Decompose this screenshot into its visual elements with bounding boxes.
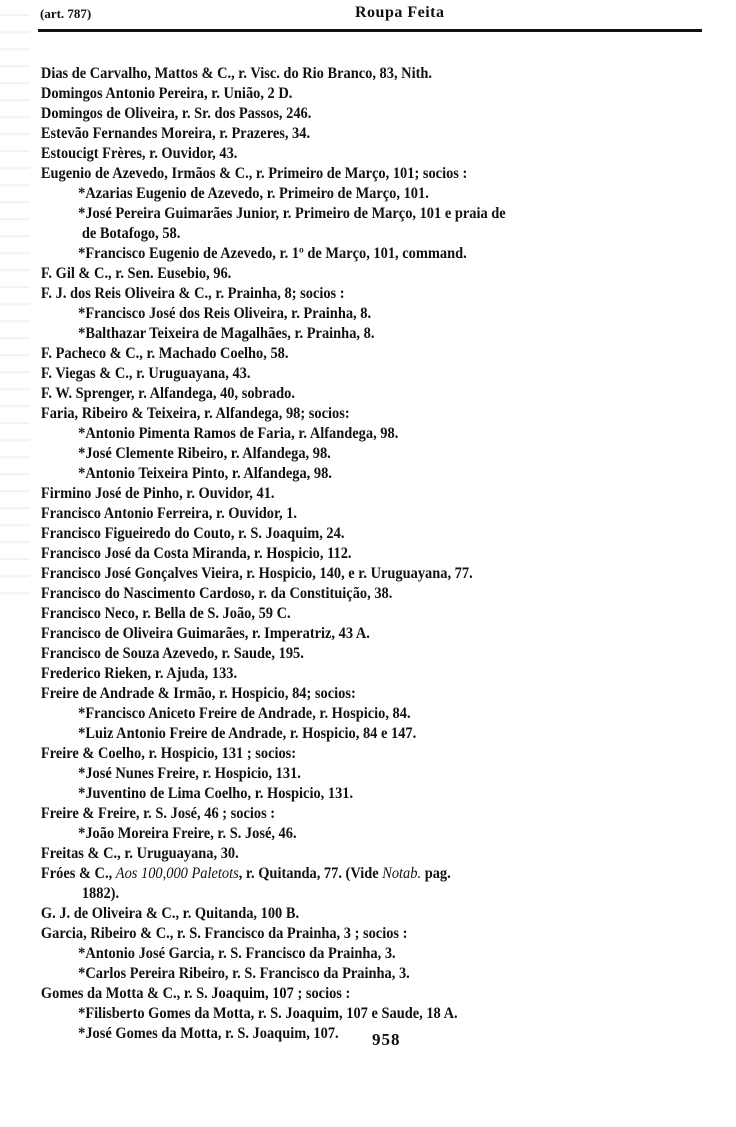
partner-entry: *Antonio Teixeira Pinto, r. Alfandega, 98.: [78, 465, 332, 482]
article-reference: (art. 787): [40, 6, 92, 21]
directory-entry: [0, 864, 684, 884]
header-rule: [38, 29, 702, 32]
partner-entry: *Azarias Eugenio de Azevedo, r. Primeiro de Março, 101.: [78, 185, 429, 202]
directory-entry: Estoucigt Frères, r. Ouvidor, 43.: [40, 145, 238, 162]
partner-entry: *Francisco Aniceto Freire de Andrade, r. Hospicio, 84.: [78, 705, 411, 722]
partner-entry: *João Moreira Freire, r. S. José, 46.: [78, 825, 297, 842]
partner-entry: *Luiz Antonio Freire de Andrade, r. Hospicio, 84 e 147.: [78, 725, 417, 742]
directory-entry: F. J. dos Reis Oliveira & C., r. Prainha, 8; socios :: [40, 285, 345, 302]
partner-entry: *José Nunes Freire, r. Hospicio, 131.: [78, 765, 301, 782]
partner-entry: *Filisberto Gomes da Motta, r. S. Joaquim, 107 e Saude, 18 A.: [78, 1005, 458, 1022]
directory-entry: F. W. Sprenger, r. Alfandega, 40, sobrado.: [40, 385, 295, 402]
directory-entry: Francisco de Oliveira Guimarães, r. Imperatriz, 43 A.: [40, 625, 370, 642]
directory-entry: Eugenio de Azevedo, Irmãos & C., r. Primeiro de Março, 101; socios :: [40, 165, 468, 182]
entry-text-segment: Notab.: [382, 865, 422, 882]
partner-entry: *Carlos Pereira Ribeiro, r. S. Francisco da Prainha, 3.: [78, 965, 410, 982]
partner-entry: *Balthazar Teixeira de Magalhães, r. Prainha, 8.: [78, 325, 375, 342]
entry-text-segment: Aos 100,000 Paletots: [115, 865, 239, 882]
directory-entry: Freire de Andrade & Irmão, r. Hospicio, 84; socios:: [40, 685, 356, 702]
directory-entry: F. Pacheco & C., r. Machado Coelho, 58.: [40, 345, 289, 362]
directory-entry: Francisco do Nascimento Cardoso, r. da Constituição, 38.: [40, 585, 393, 602]
partner-entry: *Antonio José Garcia, r. S. Francisco da Prainha, 3.: [78, 945, 396, 962]
directory-entry: Freire & Freire, r. S. José, 46 ; socios :: [40, 805, 276, 822]
partner-entry: *Juventino de Lima Coelho, r. Hospicio, 131.: [78, 785, 354, 802]
entry-text-segment: pag.: [421, 865, 451, 882]
directory-entry: F. Gil & C., r. Sen. Eusebio, 96.: [40, 265, 232, 282]
entry-continuation: 1882).: [81, 885, 120, 902]
directory-entry: Francisco José da Costa Miranda, r. Hospicio, 112.: [40, 545, 352, 562]
page-title: Roupa Feita: [355, 4, 445, 21]
directory-entry: Firmino José de Pinho, r. Ouvidor, 41.: [40, 485, 275, 502]
directory-entry: Francisco José Gonçalves Vieira, r. Hospicio, 140, e r. Uruguayana, 77.: [40, 565, 473, 582]
entry-text-segment: , r. Quitanda, 77. (Vide: [238, 865, 383, 882]
directory-entry: Francisco Neco, r. Bella de S. João, 59 C.: [40, 605, 291, 622]
partner-entry: *José Clemente Ribeiro, r. Alfandega, 98.: [78, 445, 331, 462]
directory-entry: Garcia, Ribeiro & C., r. S. Francisco da Prainha, 3 ; socios :: [40, 925, 408, 942]
directory-entry: Frederico Rieken, r. Ajuda, 133.: [40, 665, 238, 682]
page-number: 958: [372, 1030, 401, 1049]
directory-entry: F. Viegas & C., r. Uruguayana, 43.: [40, 365, 251, 382]
directory-entry: Faria, Ribeiro & Teixeira, r. Alfandega, 98; socios:: [40, 405, 350, 422]
partner-entry: *Antonio Pimenta Ramos de Faria, r. Alfandega, 98.: [78, 425, 399, 442]
directory-entry: Francisco de Souza Azevedo, r. Saude, 195.: [40, 645, 304, 662]
directory-entry: Domingos Antonio Pereira, r. União, 2 D.: [40, 85, 293, 102]
directory-entry: Estevão Fernandes Moreira, r. Prazeres, 34.: [40, 125, 311, 142]
directory-entry: Freire & Coelho, r. Hospicio, 131 ; socios:: [40, 745, 297, 762]
directory-entry: G. J. de Oliveira & C., r. Quitanda, 100 B.: [40, 905, 300, 922]
directory-entry: Domingos de Oliveira, r. Sr. dos Passos, 246.: [40, 105, 312, 122]
directory-entry: Freitas & C., r. Uruguayana, 30.: [40, 845, 239, 862]
directory-listing: [0, 64, 736, 1044]
directory-entry: Francisco Figueiredo do Couto, r. S. Joaquim, 24.: [40, 525, 345, 542]
entry-text-segment: Fróes & C.,: [40, 865, 116, 882]
partner-entry: *Francisco José dos Reis Oliveira, r. Prainha, 8.: [78, 305, 372, 322]
partner-entry: *José Gomes da Motta, r. S. Joaquim, 107.: [78, 1025, 339, 1042]
directory-entry: Francisco Antonio Ferreira, r. Ouvidor, 1.: [40, 505, 298, 522]
directory-entry: Dias de Carvalho, Mattos & C., r. Visc. do Rio Branco, 83, Nith.: [40, 65, 432, 82]
partner-entry: *José Pereira Guimarães Junior, r. Primeiro de Março, 101 e praia de: [78, 205, 506, 222]
entry-continuation: de Botafogo, 58.: [81, 225, 181, 242]
partner-entry: *Francisco Eugenio de Azevedo, r. 1º de Março, 101, command.: [78, 245, 467, 262]
directory-entry: Gomes da Motta & C., r. S. Joaquim, 107 ; socios :: [40, 985, 351, 1002]
